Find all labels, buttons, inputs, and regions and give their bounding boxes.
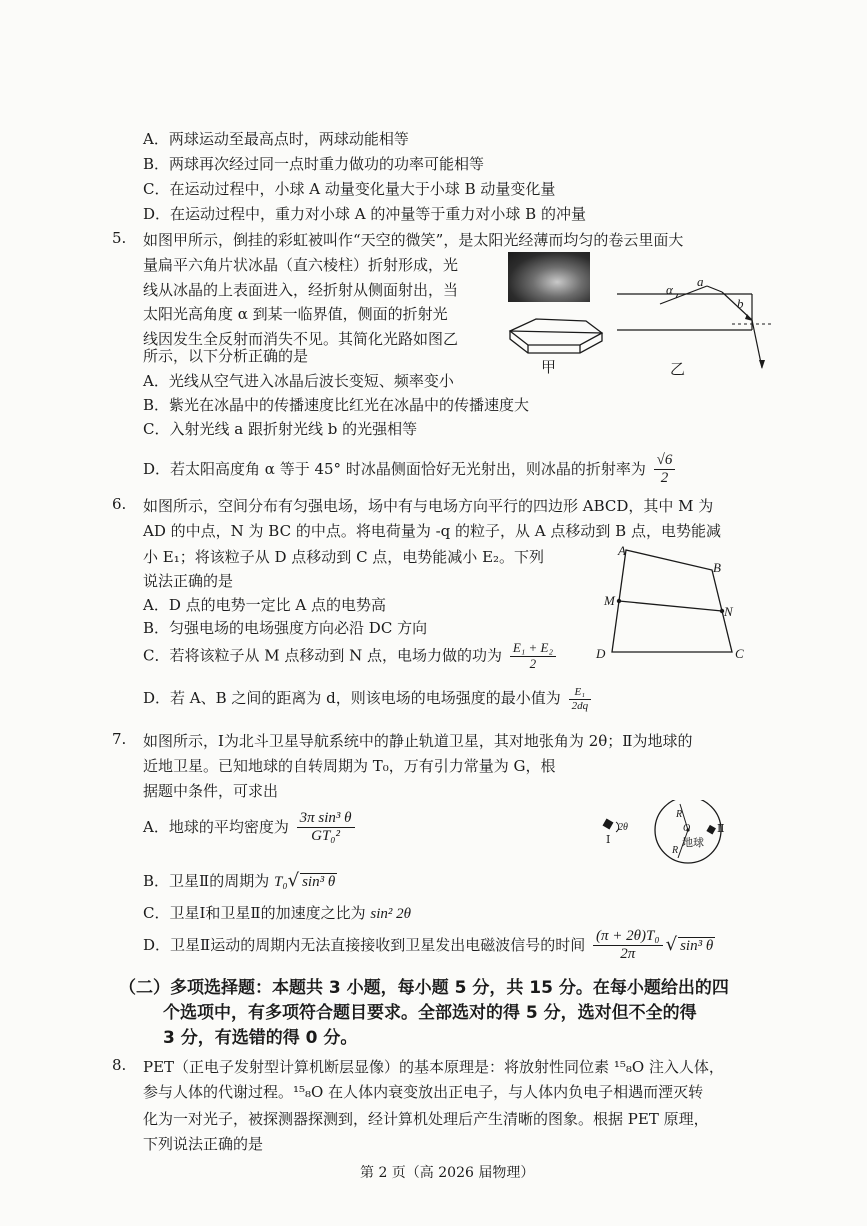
q8-stem-line: PET（正电子发射型计算机断层显像）的基本原理是：将放射性同位素 ¹⁵₈O 注入人体， <box>143 1058 724 1076</box>
fraction-numerator: (π + 2θ)T₀ <box>593 928 663 946</box>
q7-option-a-text: A．地球的平均密度为 <box>143 817 289 836</box>
q6-label-a: A <box>618 543 626 558</box>
q6-label-n: N <box>724 604 733 619</box>
q4-option-a: A．两球运动至最高点时，两球动能相等 <box>143 130 409 148</box>
q7-stem-line: 如图所示，Ⅰ为北斗卫星导航系统中的静止轨道卫星，其对地张角为 2θ；Ⅱ为地球的 <box>143 732 693 750</box>
fraction-numerator: E₁ <box>569 686 592 700</box>
sqrt-icon: √ <box>665 933 678 955</box>
q7-option-b <box>143 870 337 891</box>
sqrt-icon: √ <box>287 870 300 891</box>
q7-option-a-fraction <box>297 810 355 846</box>
q8-stem-line: 参与人体的代谢过程。¹⁵₈O 在人体内衰变放出正电子，与人体内负电子相遇而湮灭转 <box>143 1083 704 1101</box>
q6-stem-line: AD 的中点，N 为 BC 的中点。将电荷量为 -q 的粒子，从 A 点移动到 B 点，电势能减 <box>143 522 721 540</box>
q6-option-d-fraction <box>569 686 592 712</box>
q4-option-c: C．在运动过程中，小球 A 动量变化量大于小球 B 动量变化量 <box>143 180 556 198</box>
section2-heading-line: 3 分，有选错的得 0 分。 <box>163 1028 358 1048</box>
fraction-denominator: 2 <box>529 655 537 671</box>
q5-option-d-text: D．若太阳高度角 α 等于 45° 时冰晶侧面恰好无光射出，则冰晶的折射率为 <box>143 459 646 478</box>
q7-option-d-fraction <box>593 928 663 964</box>
fraction-denominator: 2dq <box>571 699 589 712</box>
q5-stem-line: 线因发生全反射而消失不见。其简化光路如图乙 <box>143 330 459 348</box>
q4-option-d: D．在运动过程中，重力对小球 A 的冲量等于重力对小球 B 的冲量 <box>143 205 586 223</box>
q7-stem-line: 近地卫星。已知地球的自转周期为 T₀，万有引力常量为 G，根 <box>143 757 556 775</box>
q6-stem-line: 说法正确的是 <box>143 572 234 590</box>
figure-yi-light-path <box>612 270 777 375</box>
q6-label-d: D <box>596 646 606 661</box>
q7-label-o: O <box>683 823 691 834</box>
q5-stem-line: 所示，以下分析正确的是 <box>143 347 309 365</box>
figure-yi-label: 乙 <box>670 360 686 378</box>
q7-label-sat1: Ⅰ <box>606 833 611 846</box>
q4-option-b: B．两球再次经过同一点时重力做功的功率可能相等 <box>143 155 485 173</box>
figure-yi-alpha-label: α <box>666 282 673 297</box>
fraction-numerator: E₁ + E₂ <box>510 641 556 657</box>
fraction-denominator: GT₀² <box>311 828 341 845</box>
q7-label-angle: 2θ <box>618 822 628 833</box>
q5-option-b: B．紫光在冰晶中的传播速度比红光在冰晶中的传播速度大 <box>143 396 530 414</box>
q7-stem-line: 据题中条件，可求出 <box>143 782 279 800</box>
q6-option-b: B．匀强电场的电场强度方向必沿 DC 方向 <box>143 619 428 637</box>
q7-option-b-text: B．卫星Ⅱ的周期为 <box>143 872 270 890</box>
q7-label-r1: R <box>676 809 683 820</box>
fraction-numerator: √6 <box>654 452 676 470</box>
q5-stem-line: 量扁平六角片状冰晶（直六棱柱）折射形成，光 <box>143 256 459 274</box>
q6-stem-line: 如图所示，空间分布有匀强电场，场中有与电场方向平行的四边形 ABCD，其中 M 为 <box>143 497 714 515</box>
q6-option-c-fraction <box>510 641 556 672</box>
q7-option-a <box>143 810 358 846</box>
q6-label-c: C <box>735 646 744 661</box>
q7-label-r2: R <box>672 845 679 856</box>
q5-option-d-fraction <box>654 452 676 488</box>
q5-option-c: C．入射光线 a 跟折射光线 b 的光强相等 <box>143 420 418 438</box>
q8-stem-line: 化为一对光子，被探测器探测到，经计算机处理后产生清晰的图象。根据 PET 原理， <box>143 1110 709 1128</box>
q7-option-b-expr: T₀ <box>274 874 288 890</box>
q5-stem-line: 如图甲所示，倒挂的彩虹被叫作“天空的微笑”，是太阳光经薄而均匀的卷云里面大 <box>143 231 684 249</box>
q6-option-c <box>143 641 559 672</box>
q6-option-d-text: D．若 A、B 之间的距离为 d，则该电场的电场强度的最小值为 <box>143 689 561 708</box>
fraction-denominator: 2π <box>620 946 636 963</box>
fraction-numerator: 3π sin³ θ <box>297 810 355 828</box>
q7-option-d-radicand: sin³ θ <box>680 937 714 954</box>
q6-option-d <box>143 686 594 712</box>
figure-jia-photo <box>508 252 590 302</box>
q7-option-d <box>143 928 715 964</box>
q7-number: 7. <box>112 730 127 748</box>
fraction-denominator: 2 <box>660 470 669 487</box>
q7-label-sat2: Ⅱ <box>717 822 725 835</box>
q8-stem-line: 下列说法正确的是 <box>143 1135 264 1153</box>
q8-number: 8. <box>112 1056 127 1074</box>
section2-heading-line: （二）多项选择题：本题共 3 小题，每小题 5 分，共 15 分。在每小题给出的四 <box>119 978 729 998</box>
q5-option-d <box>143 452 678 488</box>
q7-label-earth: 地球 <box>682 836 704 849</box>
q7-option-c-text: C．卫星Ⅰ和卫星Ⅱ的加速度之比为 <box>143 904 366 922</box>
q7-option-b-radicand: sin³ θ <box>302 874 336 890</box>
q6-label-m: M <box>604 593 615 608</box>
q5-stem-line: 线从冰晶的上表面进入，经折射从侧面射出，当 <box>143 281 459 299</box>
q7-option-c <box>143 902 411 923</box>
q5-stem-line: 太阳光高角度 α 到某一临界值，侧面的折射光 <box>143 305 448 323</box>
figure-jia-label: 甲 <box>541 358 557 376</box>
q7-option-d-text: D．卫星Ⅱ运动的周期内无法直接接收到卫星发出电磁波信号的时间 <box>143 935 586 954</box>
q7-option-c-expr: sin² 2θ <box>370 906 412 922</box>
q6-option-c-text: C．若将该粒子从 M 点移动到 N 点，电场力做的功为 <box>143 646 503 665</box>
q5-number: 5. <box>112 229 127 247</box>
page-footer: 第 2 页（高 2026 届物理） <box>360 1165 535 1181</box>
q6-stem-line: 小 E₁；将该粒子从 D 点移动到 C 点，电势能减小 E₂。下列 <box>143 548 545 566</box>
figure-yi-a-label: a <box>697 274 704 289</box>
q6-option-a: A．D 点的电势一定比 A 点的电势高 <box>143 596 386 614</box>
q6-label-b: B <box>713 560 721 575</box>
q5-option-a: A．光线从空气进入冰晶后波长变短、频率变小 <box>143 372 454 390</box>
section2-heading-line: 个选项中，有多项符合题目要求。全部选对的得 5 分，选对但不全的得 <box>163 1003 697 1023</box>
figure-yi-b-label: b <box>737 296 744 311</box>
q6-number: 6. <box>112 495 127 513</box>
